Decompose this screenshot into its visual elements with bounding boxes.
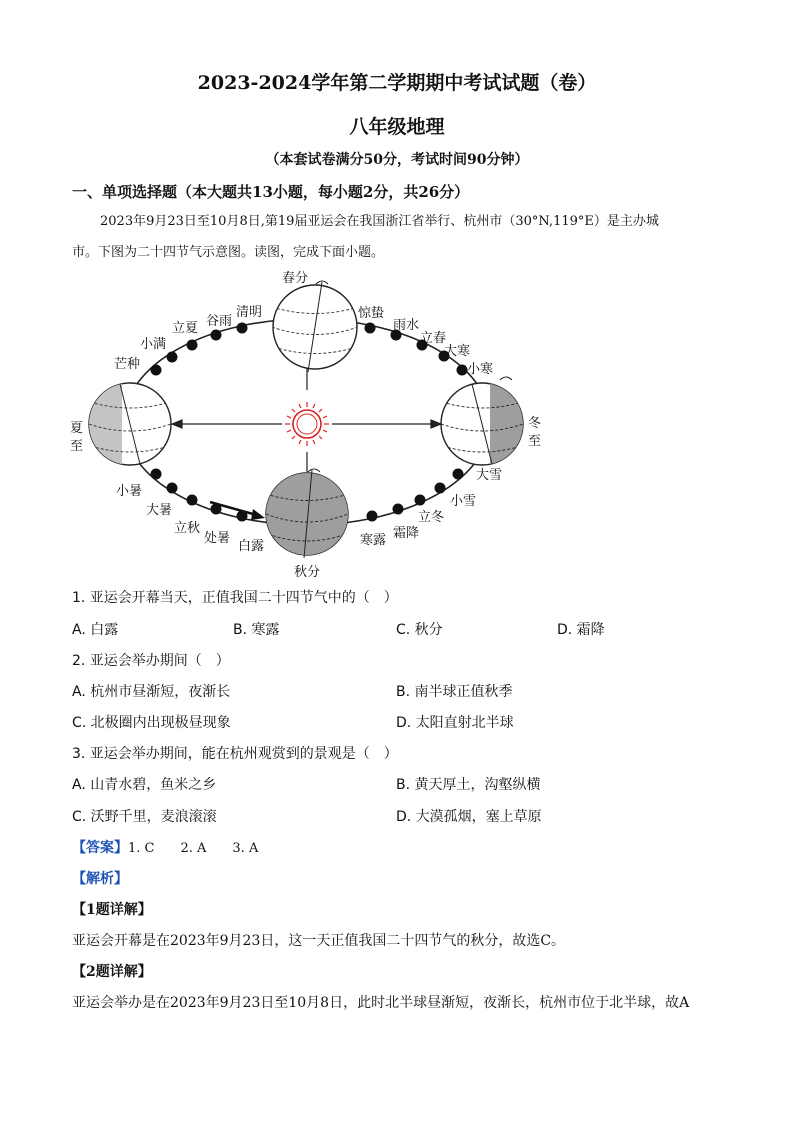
globe-autumn-equinox <box>260 467 360 567</box>
term-xiaoshu: 小暑 <box>116 484 143 499</box>
passage-line-2: 市。下图为二十四节气示意图。读图，完成下面小题。 <box>72 245 385 260</box>
globe-winter-solstice <box>441 372 530 482</box>
term-dongzhi-2: 至 <box>528 434 542 449</box>
answer-line <box>72 837 258 857</box>
question-2-stem: 2. 亚运会举办期间（ ） <box>72 653 230 669</box>
detail-2-title: 【2题详解】 <box>72 964 152 980</box>
question-1-stem: 1. 亚运会开幕当天，正值我国二十四节气中的（ ） <box>72 590 398 606</box>
term-mangzhong: 芒种 <box>114 357 141 372</box>
question-3-option-c: C. 沃野千里，麦浪滚滚 <box>72 809 217 825</box>
detail-1-title: 【1题详解】 <box>72 902 152 918</box>
term-lidong: 立冬 <box>418 510 445 525</box>
exam-subtitle: 八年级地理 <box>349 116 445 138</box>
term-xiaohan: 小寒 <box>467 362 494 377</box>
term-bailu: 白露 <box>238 539 265 554</box>
question-3-option-a: A. 山青水碧，鱼米之乡 <box>72 777 217 793</box>
term-xiazhi-1: 夏 <box>70 421 84 436</box>
term-liqiu: 立秋 <box>174 521 201 536</box>
question-3-option-b: B. 黄天厚土，沟壑纵横 <box>396 777 541 793</box>
term-jingzhe: 惊蛰 <box>358 306 385 321</box>
term-guyu: 谷雨 <box>206 314 233 329</box>
passage-line-1: 2023年9月23日至10月8日,第19届亚运会在我国浙江省举行、杭州市（30°N,119°E）是主办城 <box>100 214 659 229</box>
term-dongzhi-1: 冬 <box>528 416 542 431</box>
question-2-option-a: A. 杭州市昼渐短，夜渐长 <box>72 684 231 700</box>
term-dahan: 大寒 <box>444 344 471 359</box>
term-hanlu: 寒露 <box>360 533 387 548</box>
analysis-tag: 【解析】 <box>72 871 128 887</box>
exam-title: 2023-2024学年第二学期期中考试试题（卷） <box>197 72 597 94</box>
solar-terms-diagram <box>60 262 550 582</box>
term-dashu: 大暑 <box>146 503 173 518</box>
section-title: 一、单项选择题（本大题共13小题，每小题2分，共26分） <box>72 183 470 201</box>
term-xiaoman: 小满 <box>140 337 167 352</box>
question-3-stem: 3. 亚运会举办期间，能在杭州观赏到的景观是（ ） <box>72 746 398 762</box>
term-chunfen: 春分 <box>282 271 309 286</box>
globe-spring-equinox <box>272 281 360 372</box>
question-2-option-c: C. 北极圈内出现极昼现象 <box>72 715 231 731</box>
detail-1-text: 亚运会开幕是在2023年9月23日，这一天正值我国二十四节气的秋分，故选C。 <box>72 933 566 949</box>
question-2-option-d: D. 太阳直射北半球 <box>396 715 514 731</box>
question-1-option-c: C. 秋分 <box>396 622 443 638</box>
question-2-option-b: B. 南半球正值秋季 <box>396 684 513 700</box>
term-yushui: 雨水 <box>393 318 420 333</box>
term-xiazhi-2: 至 <box>70 439 84 454</box>
question-1-option-a: A. 白露 <box>72 622 119 638</box>
term-qiufen: 秋分 <box>294 565 321 580</box>
sun-icon <box>285 402 329 446</box>
term-lixia: 立夏 <box>172 321 199 336</box>
answer-text: 1. C 2. A 3. A <box>128 841 259 856</box>
globe-summer-solstice <box>80 372 171 482</box>
term-lichun: 立春 <box>420 331 447 346</box>
exam-note: （本套试卷满分50分，考试时间90分钟） <box>265 152 529 168</box>
term-daxue: 大雪 <box>476 468 503 483</box>
term-qingming: 清明 <box>236 305 263 320</box>
question-1-option-b: B. 寒露 <box>233 622 280 638</box>
term-shuangjiang: 霜降 <box>393 526 420 541</box>
answer-tag: 【答案】 <box>72 840 128 856</box>
detail-2-text: 亚运会举办是在2023年9月23日至10月8日，此时北半球昼渐短，夜渐长，杭州市位于北半球，故A <box>72 995 690 1011</box>
question-3-option-d: D. 大漠孤烟，塞上草原 <box>396 809 542 825</box>
term-xiaoxue: 小雪 <box>450 494 477 509</box>
question-1-option-d: D. 霜降 <box>557 622 605 638</box>
term-chushu: 处暑 <box>204 531 231 546</box>
